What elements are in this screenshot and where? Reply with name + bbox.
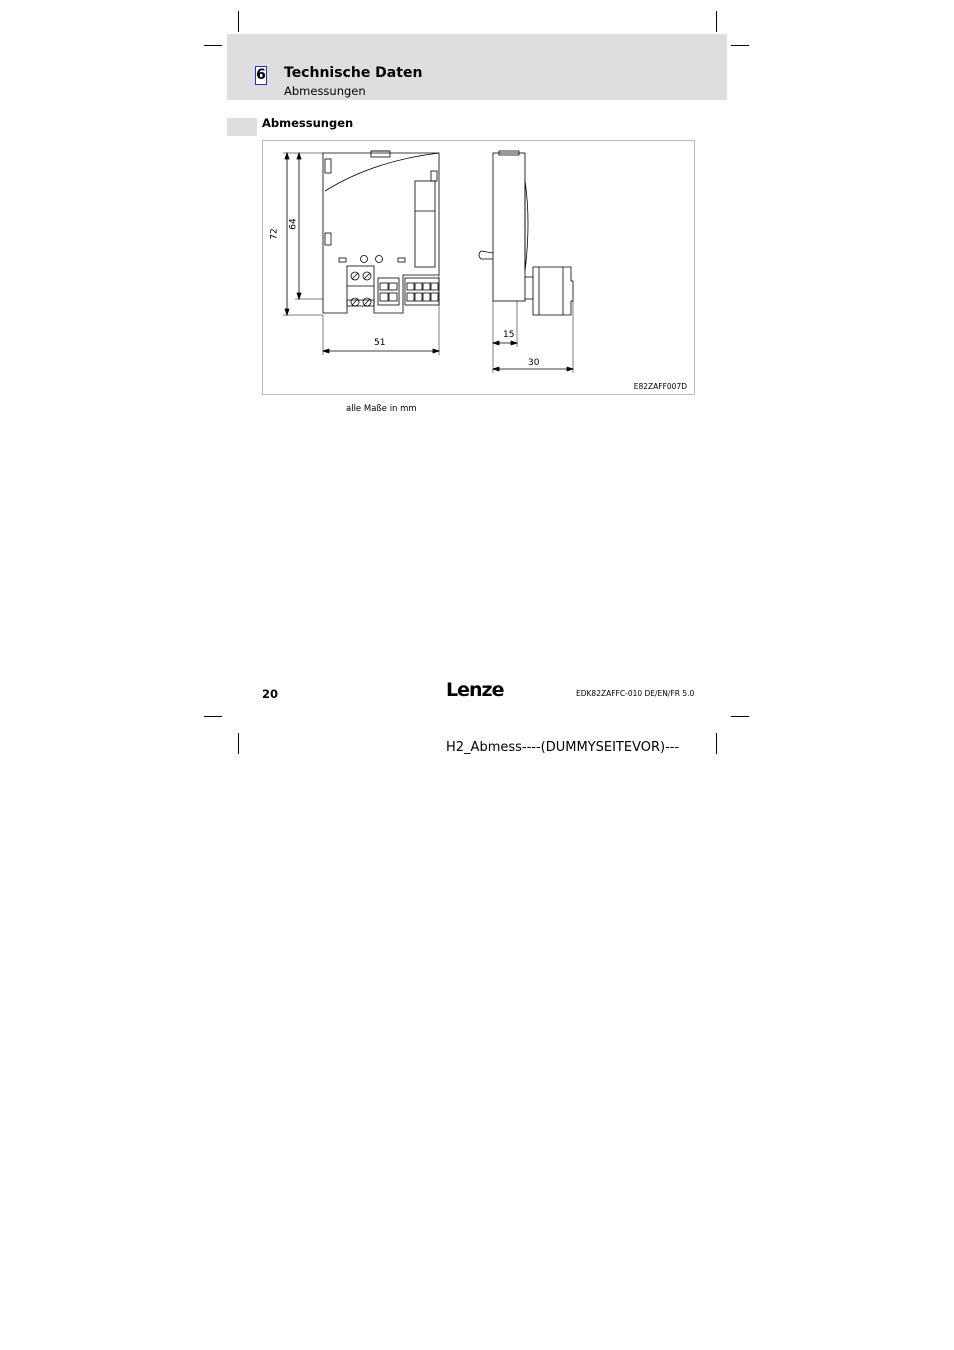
dimension-30: 30 bbox=[528, 358, 540, 368]
dimension-drawing bbox=[262, 140, 695, 395]
dimension-64: 64 bbox=[288, 218, 299, 230]
crop-mark bbox=[731, 45, 749, 46]
crop-mark bbox=[238, 11, 239, 32]
dimension-72: 72 bbox=[269, 228, 280, 240]
crop-mark bbox=[204, 716, 222, 717]
figure-caption: alle Maße in mm bbox=[346, 404, 417, 414]
crop-mark bbox=[204, 45, 222, 46]
crop-mark bbox=[716, 11, 717, 32]
layout-marker: H2_Abmess----(DUMMYSEITEVOR)--- bbox=[446, 740, 680, 755]
crop-mark bbox=[238, 733, 239, 754]
technical-drawing-svg bbox=[263, 141, 694, 394]
crop-mark bbox=[716, 733, 717, 754]
dimension-15: 15 bbox=[503, 330, 515, 340]
document-id: EDK82ZAFFC-010 DE/EN/FR 5.0 bbox=[576, 689, 695, 698]
page-number: 20 bbox=[262, 687, 279, 701]
chapter-subtitle: Abmessungen bbox=[284, 84, 366, 98]
lenze-logo: Lenze bbox=[446, 679, 504, 701]
drawing-code: E82ZAFF007D bbox=[633, 382, 687, 391]
chapter-title: Technische Daten bbox=[284, 65, 423, 81]
chapter-number[interactable]: 6 bbox=[256, 67, 266, 83]
dimension-51: 51 bbox=[374, 338, 386, 348]
crop-mark bbox=[731, 716, 749, 717]
section-marker bbox=[227, 118, 257, 136]
section-heading: Abmessungen bbox=[262, 116, 354, 130]
